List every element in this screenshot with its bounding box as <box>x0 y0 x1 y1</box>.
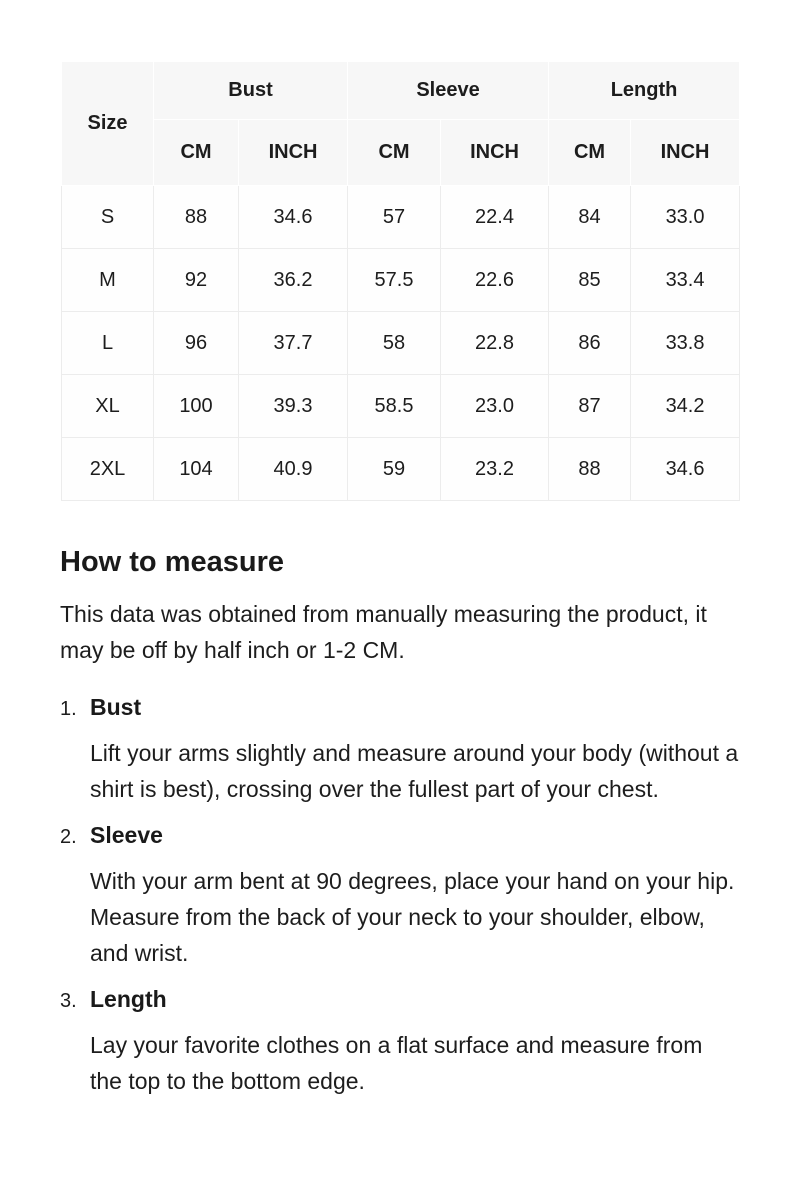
size-cell: XL <box>62 375 154 438</box>
step-number: 1. <box>60 698 77 720</box>
measure-steps-list <box>60 692 740 1099</box>
measurement-cell: 33.4 <box>631 249 740 312</box>
length-group-header: Length <box>549 62 740 120</box>
step-number: 3. <box>60 990 77 1012</box>
measurement-cell: 92 <box>154 249 239 312</box>
measurement-cell: 22.6 <box>441 249 549 312</box>
measurement-cell: 34.6 <box>631 438 740 501</box>
step-body <box>90 820 740 971</box>
step-number: 2. <box>60 826 77 848</box>
list-item-sleeve <box>60 820 740 971</box>
sleeve-inch-header: INCH <box>441 120 549 186</box>
measurement-cell: 88 <box>154 186 239 249</box>
list-item-length <box>60 984 740 1099</box>
size-chart-table <box>61 61 740 501</box>
size-chart-section <box>0 0 800 501</box>
measure-disclaimer-text: This data was obtained from manually measuring the product, it may be off by half inch or 1-2 CM. <box>60 601 707 663</box>
measurement-cell: 39.3 <box>239 375 348 438</box>
measurement-cell: 58 <box>348 312 441 375</box>
measurement-cell: 85 <box>549 249 631 312</box>
measurement-cell: 59 <box>348 438 441 501</box>
size-chart-body <box>62 186 740 501</box>
measurement-cell: 22.4 <box>441 186 549 249</box>
measurement-cell: 36.2 <box>239 249 348 312</box>
how-to-measure-section <box>0 501 800 1099</box>
measurement-cell: 87 <box>549 375 631 438</box>
measurement-cell: 33.0 <box>631 186 740 249</box>
size-cell: 2XL <box>62 438 154 501</box>
bust-cm-header: CM <box>154 120 239 186</box>
table-row-m <box>62 249 740 312</box>
size-cell: S <box>62 186 154 249</box>
measurement-cell: 33.8 <box>631 312 740 375</box>
step-description-bust: Lift your arms slightly and measure around your body (without a shirt is best), crossing over the fullest part of your chest. <box>90 740 739 802</box>
measurement-cell: 96 <box>154 312 239 375</box>
measurement-cell: 100 <box>154 375 239 438</box>
size-chart-header <box>62 62 740 186</box>
size-cell: L <box>62 312 154 375</box>
list-item-bust <box>60 692 740 807</box>
measurement-cell: 37.7 <box>239 312 348 375</box>
measurement-cell: 23.2 <box>441 438 549 501</box>
bust-group-header: Bust <box>154 62 348 120</box>
length-cm-header: CM <box>549 120 631 186</box>
measurement-cell: 57 <box>348 186 441 249</box>
bust-inch-header: INCH <box>239 120 348 186</box>
length-inch-header: INCH <box>631 120 740 186</box>
table-row-2xl <box>62 438 740 501</box>
step-body <box>90 984 740 1099</box>
step-title-sleeve: Sleeve <box>90 822 163 848</box>
step-body <box>90 692 740 807</box>
measurement-cell: 88 <box>549 438 631 501</box>
measurement-cell: 34.2 <box>631 375 740 438</box>
step-description-sleeve: With your arm bent at 90 degrees, place your hand on your hip. Measure from the back of your neck to your shoulder, elbow, and wrist. <box>90 868 735 966</box>
measurement-cell: 104 <box>154 438 239 501</box>
sleeve-cm-header: CM <box>348 120 441 186</box>
measurement-cell: 22.8 <box>441 312 549 375</box>
measurement-cell: 58.5 <box>348 375 441 438</box>
how-to-measure-heading: How to measure <box>60 546 284 578</box>
measurement-cell: 86 <box>549 312 631 375</box>
measurement-cell: 23.0 <box>441 375 549 438</box>
measurement-cell: 57.5 <box>348 249 441 312</box>
size-cell: M <box>62 249 154 312</box>
measurement-cell: 40.9 <box>239 438 348 501</box>
step-title-length: Length <box>90 986 167 1012</box>
step-title-bust: Bust <box>90 694 142 720</box>
measurement-cell: 34.6 <box>239 186 348 249</box>
measurement-cell: 84 <box>549 186 631 249</box>
table-row-xl <box>62 375 740 438</box>
sleeve-group-header: Sleeve <box>348 62 549 120</box>
step-description-length: Lay your favorite clothes on a flat surface and measure from the top to the bottom edge. <box>90 1032 703 1094</box>
size-column-header: Size <box>62 62 154 186</box>
table-row-l <box>62 312 740 375</box>
table-row-s <box>62 186 740 249</box>
